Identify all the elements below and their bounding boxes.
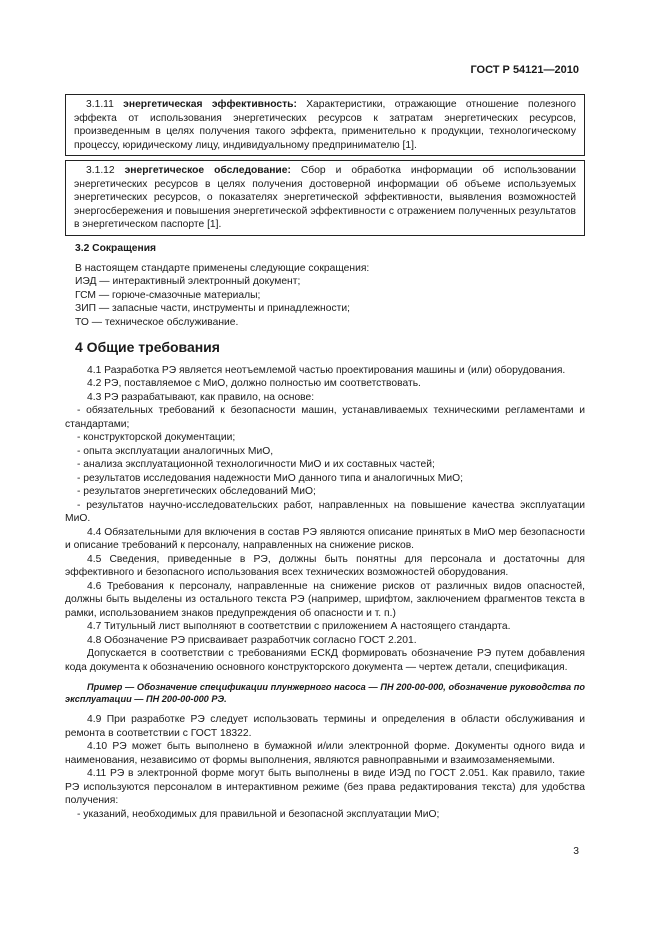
list-item: - обязательных требований к безопасности машин, устанавливаемых техническими регламентами и стандартами; <box>65 405 585 430</box>
definition-text: Характеристики, отражающие отношение полезного эффекта от использования энергетических ресурсов к затратам энергетических ресурсов, произведенным в целях получения такого эффекта, применительно к продукции, технологическому процессу, юридическому лицу, индивидуальному предпринимателю [1]. <box>74 99 576 151</box>
list-item: - результатов энергетических обследований МиО; <box>77 486 316 497</box>
section-4-body <box>65 364 585 822</box>
clause-4-8-note: Допускается в соответствии с требованиями ЕСКД формировать обозначение РЭ путем добавления кода документа к обозначению основного конструкторского документа — чертеж детали, спецификация. <box>65 648 585 673</box>
clause-4-8: 4.8 Обозначение РЭ присваивает разработчик согласно ГОСТ 2.201. <box>87 634 417 646</box>
section-heading-4: 4 Общие требования <box>75 339 220 355</box>
clause-4-2: 4.2 РЭ, поставляемое с МиО, должно полностью им соответствовать. <box>87 378 421 389</box>
clause-4-9: 4.9 При разработке РЭ следует использовать термины и определения в области обслуживания и ремонта в соответствии с ГОСТ 18322. <box>65 714 585 739</box>
definition-paragraph <box>74 98 576 152</box>
term: энергетическая эффективность: <box>123 99 297 110</box>
clause-number: 3.1.12 <box>86 165 115 176</box>
clause-4-6: 4.6 Требования к персоналу, направленные на снижение рисков от различных видов опасностей, должны быть выделены из остального текста РЭ (например, шрифтом, заключением фрагментов текста в рамки, использованием знаков предупреждения об опасности и т. п.) <box>65 580 585 619</box>
clause-number: 3.1.11 <box>86 99 114 110</box>
clause-4-7: 4.7 Титульный лист выполняют в соответствии с приложением А настоящего стандарта. <box>87 621 511 632</box>
definition-box-3-1-12 <box>65 160 585 236</box>
clause-4-1: 4.1 Разработка РЭ является неотъемлемой частью проектирования машины и (или) оборудования. <box>87 364 566 376</box>
list-item: - результатов научно-исследовательских работ, направленных на повышение качества эксплуатации МиО. <box>65 499 585 524</box>
section-heading-3-2: 3.2 Сокращения <box>75 243 157 254</box>
clause-4-5: 4.5 Сведения, приведенные в РЭ, должны быть понятны для персонала и достаточны для эффективного и безопасного использования всех технических возможностей оборудования. <box>65 553 585 578</box>
list-item: - анализа эксплуатационной технологичности МиО и их составных частей; <box>77 459 435 470</box>
term: энергетическое обследование: <box>124 165 291 176</box>
list-item: - указаний, необходимых для правильной и безопасной эксплуатации МиО; <box>77 808 440 820</box>
clause-4-3: 4.3 РЭ разрабатывают, как правило, на основе: <box>87 391 315 403</box>
definition-box-3-1-11 <box>65 94 585 156</box>
list-item: - результатов исследования надежности МиО данного типа и аналогичных МиО; <box>77 472 463 484</box>
clause-4-11: 4.11 РЭ в электронной форме могут быть выполнены в виде ИЭД по ГОСТ 2.051. Как правило, такие РЭ используются персоналом в интерактивном режиме (без права редактирования текста) для удобства получения: <box>65 768 585 806</box>
abbreviation-item: ИЭД — интерактивный электронный документ; <box>75 276 301 287</box>
abbreviations-intro: В настоящем стандарте применены следующие сокращения: <box>75 262 370 274</box>
abbreviation-item: ГСМ — горюче-смазочные материалы; <box>75 289 261 301</box>
page-number: 3 <box>573 846 579 857</box>
abbreviation-item: ТО — техническое обслуживание. <box>75 316 239 328</box>
list-item: - конструкторской документации; <box>77 432 236 443</box>
example-note: Пример — Обозначение спецификации плунжерного насоса — ПН 200-00-000, обозначение руководства по эксплуатации — ПН 200-00-000 РЭ. <box>65 682 585 704</box>
clause-4-4: 4.4 Обязательными для включения в состав РЭ являются описание принятых в МиО мер безопасности и описание требований к персоналу, направленных на снижение рисков. <box>65 526 585 551</box>
definition-paragraph <box>74 164 576 232</box>
document-header: ГОСТ Р 54121—2010 <box>470 64 579 76</box>
list-item: - опыта эксплуатации аналогичных МиО, <box>77 445 274 457</box>
definition-text: Сбор и обработка информации об использовании энергетических ресурсов в целях получения достоверной информации об объеме используемых энергетических ресурсов, о показателях энергетической эффективности, выявления возможностей энергосбережения и повышения энергетической эффективности с отражением полученных результатов в энергетическом паспорте [1]. <box>74 165 576 230</box>
clause-4-10: 4.10 РЭ может быть выполнено в бумажной и/или электронной форме. Документы одного вида и наименования, независимо от формы выполнения, являются равноправными и взаимозаменяемыми. <box>65 741 585 766</box>
main-content <box>65 242 585 821</box>
abbreviation-item: ЗИП — запасные части, инструменты и принадлежности; <box>75 303 350 314</box>
